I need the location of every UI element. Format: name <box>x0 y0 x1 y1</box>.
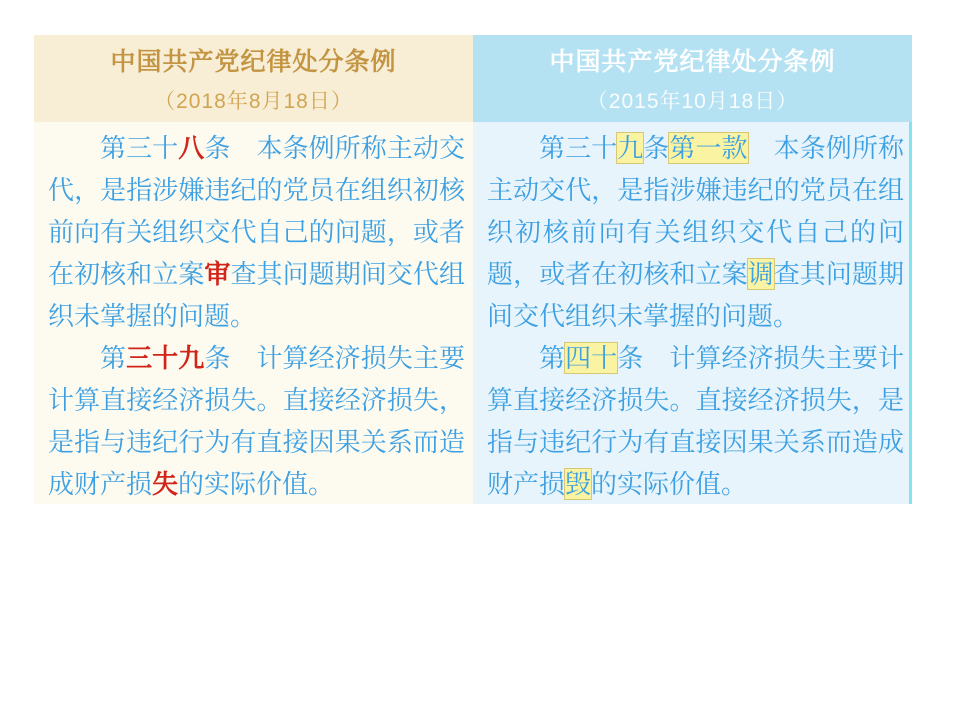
column-2018-header <box>34 35 473 122</box>
text-segment: 第三十 <box>100 133 179 163</box>
text-segment: 条 本条例所称主动交代，是指涉嫌违纪的党员在组织初核前向有关组织交代自己的问题，或者在初核和立案 <box>48 133 465 289</box>
column-2015-title: 中国共产党纪律处分条例 <box>549 48 836 76</box>
text-segment: 第三十 <box>539 133 618 163</box>
body-paragraph <box>487 127 904 337</box>
text-segment: 条 计算经济损失主要计算直接经济损失。直接经济损失，是指与违纪行为有直接因果关系而造成财产损 <box>48 343 465 499</box>
text-segment: 本条例所称主动交代，是指涉嫌违纪的党员在组织初核前向有关组织交代自己的问题，或者在初核和立案 <box>487 133 904 289</box>
column-2015-body <box>473 122 912 504</box>
highlighted-text: 第一款 <box>669 133 748 163</box>
column-2015-header <box>473 35 912 122</box>
text-segment: 的实际价值。 <box>591 469 748 499</box>
text-segment: 第 <box>539 343 566 373</box>
body-paragraph <box>48 127 465 337</box>
changed-text-red: 八 <box>178 133 205 163</box>
text-segment: 条 <box>643 133 670 163</box>
changed-text-red: 三十九 <box>126 343 205 373</box>
highlighted-text: 毁 <box>565 469 592 499</box>
text-segment: 查其问题期间交代组织未掌握的问题。 <box>48 259 465 331</box>
column-2018 <box>34 35 473 504</box>
text-segment: 的实际价值。 <box>178 469 335 499</box>
changed-text-red: 失 <box>152 469 179 499</box>
changed-text-red: 审 <box>204 259 231 289</box>
column-2018-body <box>34 122 473 504</box>
column-2018-title: 中国共产党纪律处分条例 <box>110 48 397 76</box>
text-segment: 查其问题期间交代组织未掌握的问题。 <box>487 259 904 331</box>
highlighted-text: 九 <box>617 133 644 163</box>
column-2015-date: （2015年10月18日） <box>586 90 799 113</box>
column-2015 <box>473 35 912 504</box>
body-paragraph <box>487 337 904 504</box>
body-paragraph <box>48 337 465 504</box>
text-segment: 第 <box>100 343 127 373</box>
column-2018-date: （2018年8月18日） <box>154 90 353 113</box>
comparison-table <box>34 35 912 504</box>
highlighted-text: 四十 <box>565 343 618 373</box>
highlighted-text: 调 <box>747 259 774 289</box>
text-segment: 条 计算经济损失主要计算直接经济损失。直接经济损失，是指与违纪行为有直接因果关系而造成财产损 <box>487 343 904 499</box>
